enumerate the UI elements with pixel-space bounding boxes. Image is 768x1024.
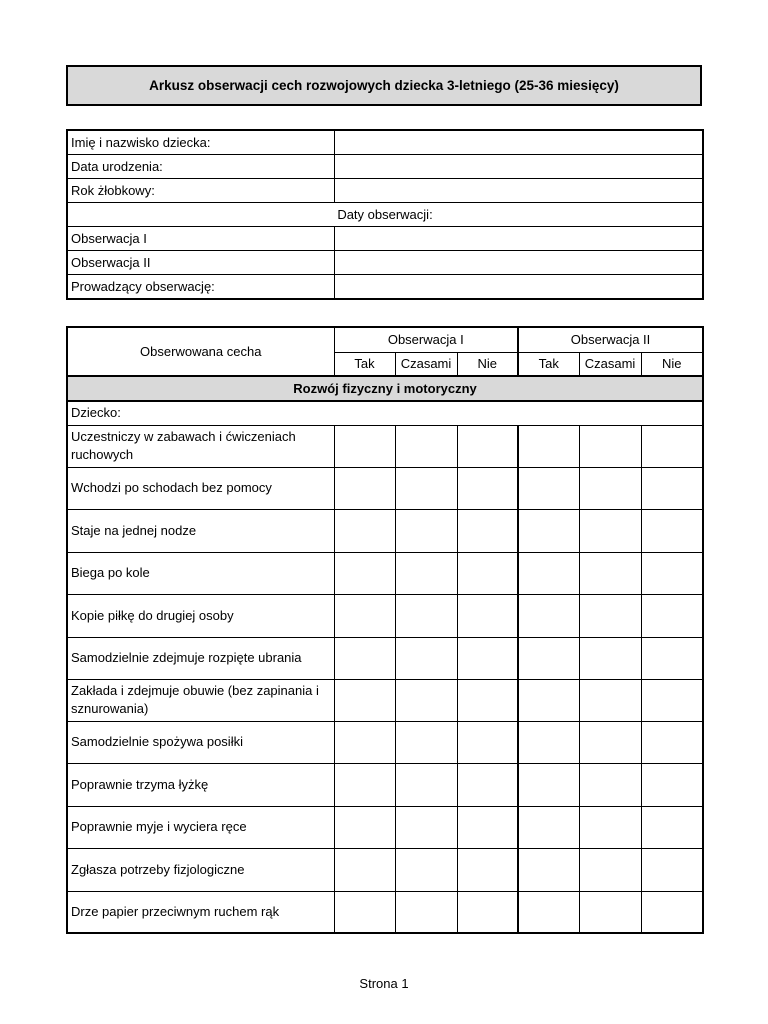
obs1-yes-cell[interactable]	[334, 467, 395, 509]
obs2-no-cell[interactable]	[641, 848, 703, 891]
obs1-sometimes-cell[interactable]	[395, 679, 457, 721]
page-footer: Strona 1	[359, 976, 409, 991]
observation2-date-label: Obserwacja II	[67, 251, 334, 275]
obs1-sometimes-cell[interactable]	[395, 467, 457, 509]
birth-date-field[interactable]	[334, 155, 703, 179]
obs2-answer-yes: Tak	[518, 352, 579, 376]
observer-field[interactable]	[334, 275, 703, 300]
observation2-date-row	[67, 251, 703, 275]
obs1-yes-cell[interactable]	[334, 594, 395, 637]
obs2-yes-cell[interactable]	[518, 721, 579, 763]
obs2-no-cell[interactable]	[641, 509, 703, 552]
table-row	[67, 806, 703, 848]
obs2-yes-cell[interactable]	[518, 425, 579, 467]
observation-dates-row	[67, 203, 703, 227]
table-row	[67, 679, 703, 721]
trait-label: Staje na jednej nodze	[67, 509, 334, 552]
obs2-no-cell[interactable]	[641, 594, 703, 637]
table-row	[67, 763, 703, 806]
obs2-no-cell[interactable]	[641, 679, 703, 721]
obs1-no-cell[interactable]	[457, 637, 518, 679]
observation2-date-field[interactable]	[334, 251, 703, 275]
obs1-no-cell[interactable]	[457, 679, 518, 721]
observation1-date-field[interactable]	[334, 227, 703, 251]
table-row	[67, 848, 703, 891]
obs2-yes-cell[interactable]	[518, 509, 579, 552]
obs1-no-cell[interactable]	[457, 891, 518, 933]
obs1-sometimes-cell[interactable]	[395, 509, 457, 552]
obs2-sometimes-cell[interactable]	[579, 806, 641, 848]
table-row	[67, 425, 703, 467]
obs2-no-cell[interactable]	[641, 467, 703, 509]
obs1-yes-cell[interactable]	[334, 637, 395, 679]
obs2-sometimes-cell[interactable]	[579, 891, 641, 933]
table-row	[67, 509, 703, 552]
obs1-answer-sometimes: Czasami	[395, 352, 457, 376]
birth-date-label: Data urodzenia:	[67, 155, 334, 179]
obs1-sometimes-cell[interactable]	[395, 721, 457, 763]
obs1-sometimes-cell[interactable]	[395, 552, 457, 594]
obs1-yes-cell[interactable]	[334, 763, 395, 806]
trait-label: Samodzielnie zdejmuje rozpięte ubrania	[67, 637, 334, 679]
trait-label: Poprawnie myje i wyciera ręce	[67, 806, 334, 848]
obs1-no-cell[interactable]	[457, 552, 518, 594]
obs1-no-cell[interactable]	[457, 721, 518, 763]
obs1-sometimes-cell[interactable]	[395, 594, 457, 637]
obs1-yes-cell[interactable]	[334, 891, 395, 933]
obs2-answer-sometimes: Czasami	[579, 352, 641, 376]
obs1-sometimes-cell[interactable]	[395, 637, 457, 679]
obs1-no-cell[interactable]	[457, 806, 518, 848]
obs1-sometimes-cell[interactable]	[395, 425, 457, 467]
obs2-header: Obserwacja II	[518, 327, 703, 352]
trait-label: Samodzielnie spożywa posiłki	[67, 721, 334, 763]
obs2-yes-cell[interactable]	[518, 891, 579, 933]
obs1-sometimes-cell[interactable]	[395, 891, 457, 933]
observation-dates-label: Daty obserwacji:	[67, 203, 703, 227]
child-info-table	[66, 129, 704, 300]
table-row	[67, 467, 703, 509]
obs1-no-cell[interactable]	[457, 509, 518, 552]
obs1-no-cell[interactable]	[457, 425, 518, 467]
obs1-answer-yes: Tak	[334, 352, 395, 376]
trait-label: Kopie piłkę do drugiej osoby	[67, 594, 334, 637]
obs2-yes-cell[interactable]	[518, 679, 579, 721]
trait-label: Biega po kole	[67, 552, 334, 594]
trait-header: Obserwowana cecha	[67, 327, 334, 376]
obs2-yes-cell[interactable]	[518, 594, 579, 637]
obs2-sometimes-cell[interactable]	[579, 509, 641, 552]
table-row	[67, 637, 703, 679]
obs2-sometimes-cell[interactable]	[579, 679, 641, 721]
obs2-yes-cell[interactable]	[518, 467, 579, 509]
section-title: Rozwój fizyczny i motoryczny	[67, 376, 703, 401]
obs1-sometimes-cell[interactable]	[395, 763, 457, 806]
birth-date-row	[67, 155, 703, 179]
table-row	[67, 594, 703, 637]
obs2-sometimes-cell[interactable]	[579, 848, 641, 891]
trait-label: Zgłasza potrzeby fizjologiczne	[67, 848, 334, 891]
child-name-field[interactable]	[334, 130, 703, 155]
obs2-no-cell[interactable]	[641, 721, 703, 763]
obs2-yes-cell[interactable]	[518, 763, 579, 806]
page-title: Arkusz obserwacji cech rozwojowych dziecka 3-letniego (25-36 miesięcy)	[66, 65, 702, 106]
obs1-no-cell[interactable]	[457, 763, 518, 806]
nursery-year-field[interactable]	[334, 179, 703, 203]
obs2-sometimes-cell[interactable]	[579, 763, 641, 806]
obs2-sometimes-cell[interactable]	[579, 425, 641, 467]
observer-label: Prowadzący obserwację:	[67, 275, 334, 300]
obs1-yes-cell[interactable]	[334, 806, 395, 848]
obs1-answer-no: Nie	[457, 352, 518, 376]
nursery-year-label: Rok żłobkowy:	[67, 179, 334, 203]
trait-label: Wchodzi po schodach bez pomocy	[67, 467, 334, 509]
obs2-no-cell[interactable]	[641, 763, 703, 806]
table-row	[67, 721, 703, 763]
obs1-sometimes-cell[interactable]	[395, 806, 457, 848]
child-name-label: Imię i nazwisko dziecka:	[67, 130, 334, 155]
observer-row	[67, 275, 703, 300]
trait-label: Poprawnie trzyma łyżkę	[67, 763, 334, 806]
obs1-yes-cell[interactable]	[334, 509, 395, 552]
obs1-no-cell[interactable]	[457, 467, 518, 509]
obs2-no-cell[interactable]	[641, 806, 703, 848]
obs1-yes-cell[interactable]	[334, 552, 395, 594]
obs2-sometimes-cell[interactable]	[579, 467, 641, 509]
trait-label: Zakłada i zdejmuje obuwie (bez zapinania i sznurowania)	[67, 679, 334, 721]
obs1-yes-cell[interactable]	[334, 679, 395, 721]
obs2-no-cell[interactable]	[641, 552, 703, 594]
trait-label: Uczestniczy w zabawach i ćwiczeniach ruchowych	[67, 425, 334, 467]
observation1-date-row	[67, 227, 703, 251]
obs2-yes-cell[interactable]	[518, 848, 579, 891]
obs2-answer-no: Nie	[641, 352, 703, 376]
obs1-no-cell[interactable]	[457, 594, 518, 637]
obs2-sometimes-cell[interactable]	[579, 594, 641, 637]
obs2-yes-cell[interactable]	[518, 552, 579, 594]
obs1-yes-cell[interactable]	[334, 721, 395, 763]
observation1-date-label: Obserwacja I	[67, 227, 334, 251]
obs1-header: Obserwacja I	[334, 327, 518, 352]
child-name-row	[67, 130, 703, 155]
obs1-yes-cell[interactable]	[334, 848, 395, 891]
obs1-yes-cell[interactable]	[334, 425, 395, 467]
obs2-yes-cell[interactable]	[518, 806, 579, 848]
table-row	[67, 891, 703, 933]
observation-table	[66, 326, 704, 934]
obs2-no-cell[interactable]	[641, 637, 703, 679]
obs2-yes-cell[interactable]	[518, 637, 579, 679]
obs2-sometimes-cell[interactable]	[579, 721, 641, 763]
child-label: Dziecko:	[67, 401, 703, 425]
obs2-sometimes-cell[interactable]	[579, 552, 641, 594]
trait-label: Drze papier przeciwnym ruchem rąk	[67, 891, 334, 933]
obs2-no-cell[interactable]	[641, 891, 703, 933]
obs2-sometimes-cell[interactable]	[579, 637, 641, 679]
obs1-sometimes-cell[interactable]	[395, 848, 457, 891]
obs2-no-cell[interactable]	[641, 425, 703, 467]
nursery-year-row	[67, 179, 703, 203]
obs1-no-cell[interactable]	[457, 848, 518, 891]
table-row	[67, 552, 703, 594]
